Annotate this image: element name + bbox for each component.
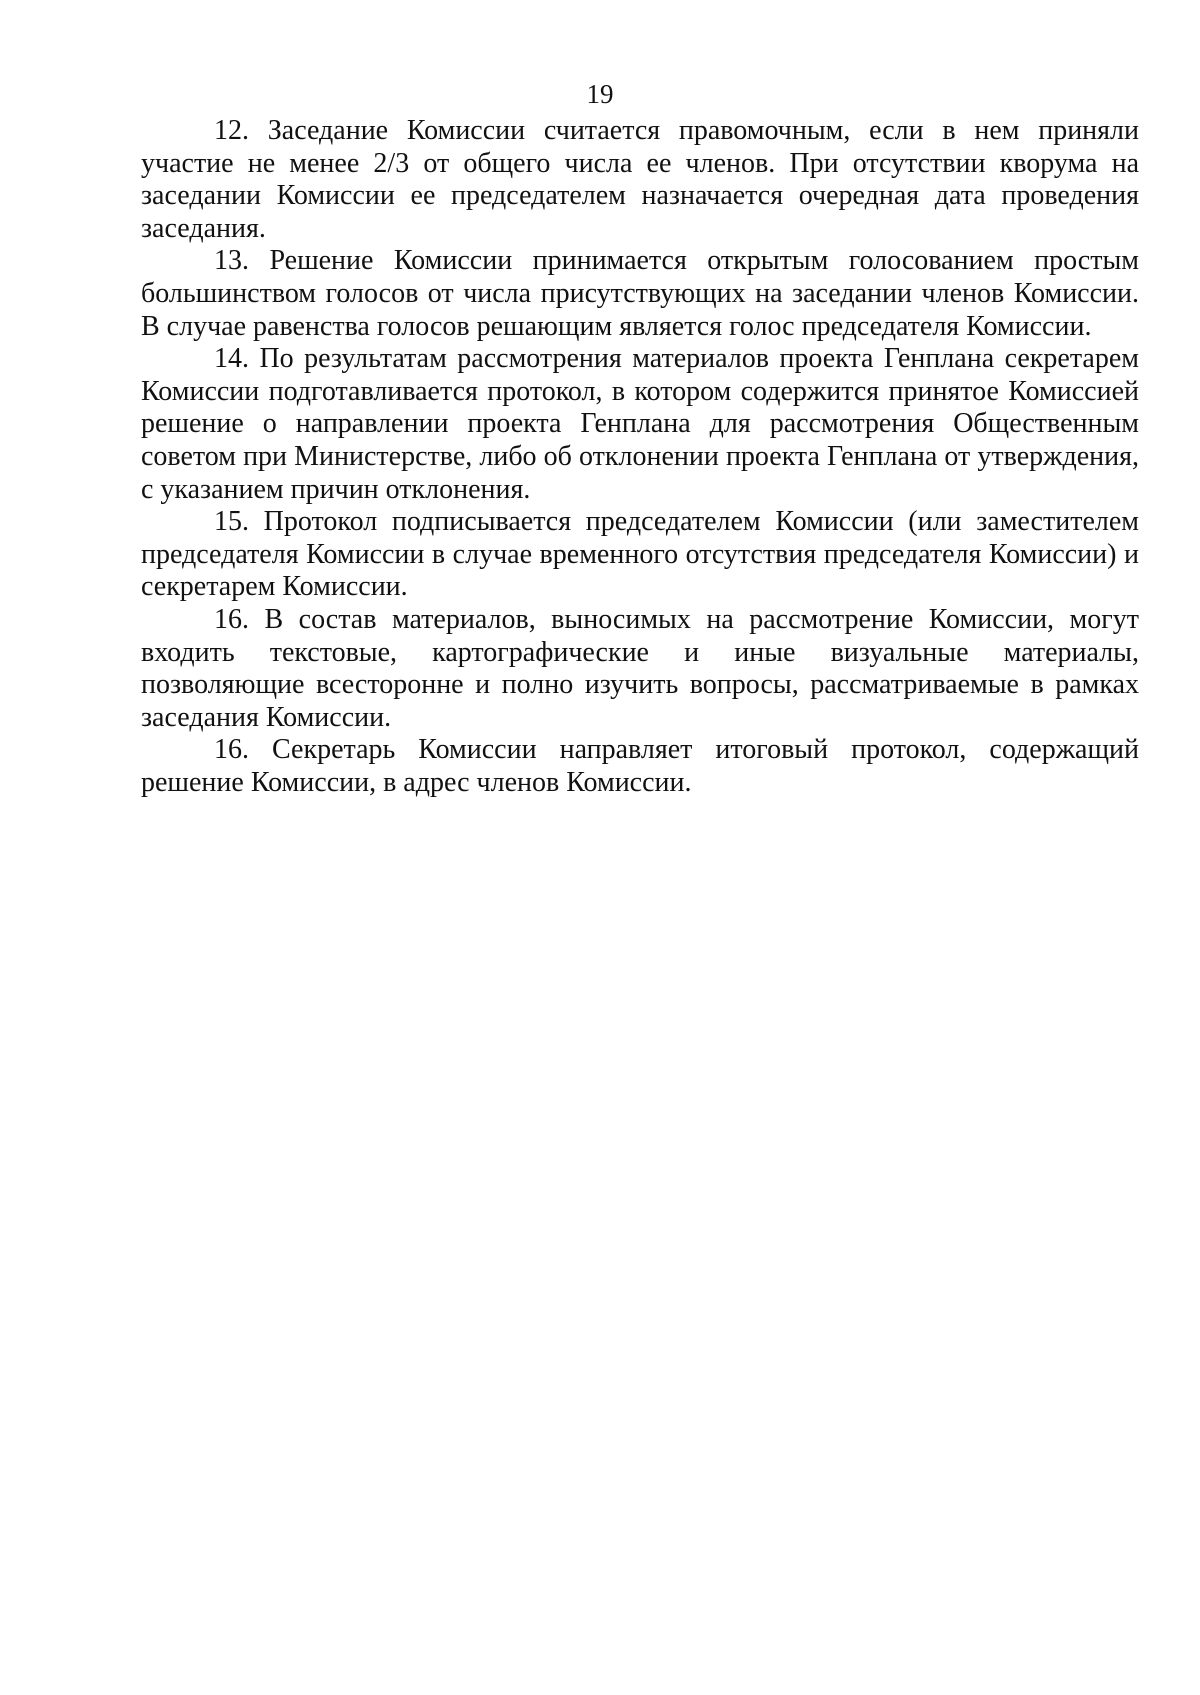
paragraph-13: 13. Решение Комиссии принимается открытым голосованием простым большинством голосов от числа присутствующих на заседании членов Комиссии. В случае равенства голосов решающим является голос председателя Комиссии. [141, 245, 1139, 342]
paragraph-15: 15. Протокол подписывается председателем Комиссии (или заместителем председателя Комиссии в случае временного отсутствия председателя Комиссии) и секретарем Комиссии. [141, 506, 1139, 603]
paragraph-16-materials: 16. В состав материалов, выносимых на рассмотрение Комиссии, могут входить текстовые, картографические и иные визуальные материалы, позволяющие всесторонне и полно изучить вопросы, рассматриваемые в рамках заседания Комиссии. [141, 603, 1139, 733]
paragraph-12: 12. Заседание Комиссии считается правомочным, если в нем приняли участие не менее 2/3 от общего числа ее членов. При отсутствии кворума на заседании Комиссии ее председателем назначается очередная дата проведения заседания. [141, 115, 1139, 244]
paragraph-16-secretary: 16. Секретарь Комиссии направляет итоговый протокол, содержащий решение Комиссии, в адрес членов Комиссии. [141, 734, 1139, 798]
paragraph-14: 14. По результатам рассмотрения материалов проекта Генплана секретарем Комиссии подготавливается протокол, в котором содержится принятое Комиссией решение о направлении проекта Генплана для рассмотрения Общественным советом при Министерстве, либо об отклонении проекта Генплана от утверждения, с указанием причин отклонения. [141, 343, 1139, 505]
page-number: 19 [586, 79, 614, 109]
document-body [141, 115, 1139, 799]
